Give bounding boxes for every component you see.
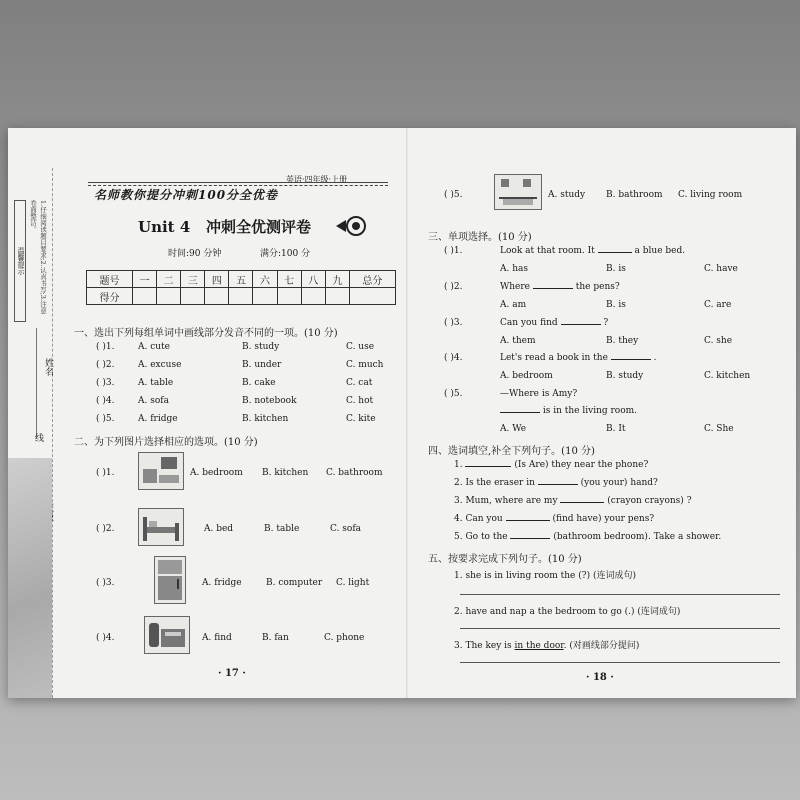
answer-blank[interactable] xyxy=(598,252,632,253)
option-a: A. bedroom xyxy=(500,371,553,381)
option-a: A. them xyxy=(500,336,536,346)
answer-blank[interactable] xyxy=(533,288,573,289)
score-cell[interactable] xyxy=(133,288,157,305)
section-3-title: 三、单项选择。(10 分) xyxy=(428,232,532,243)
question-text-start: Where xyxy=(500,282,531,292)
section-2-title: 二、为下列图片选择相应的选项。(10 分) xyxy=(74,437,258,448)
question-number[interactable]: ( )3. xyxy=(444,318,463,328)
question-number[interactable]: ( )4. xyxy=(96,633,115,643)
word-options: (you your) xyxy=(580,478,628,488)
question-number[interactable]: ( )4. xyxy=(444,353,463,363)
option-a: A. has xyxy=(500,264,529,274)
section-1-title: 一、选出下列每组单词中画线部分发音不同的一项。(10 分) xyxy=(74,328,338,339)
grey-corner-block xyxy=(8,458,52,698)
sentence-number: 1. xyxy=(454,571,463,581)
question-number[interactable]: ( )5. xyxy=(444,389,463,399)
decor-triangle-icon xyxy=(336,220,346,232)
answer-blank[interactable] xyxy=(561,324,601,325)
sentence-start: Can you xyxy=(465,514,503,524)
score-header-cell: 八 xyxy=(301,271,325,288)
task-sentence xyxy=(454,604,680,617)
tips-box-label: 温馨提示 xyxy=(14,200,26,322)
sentence-start: Mum, where are my xyxy=(465,496,558,506)
section-5-title: 五、按要求完成下列句子。(10 分) xyxy=(428,554,582,565)
time-line: 时间:90 分钟 xyxy=(168,249,222,259)
score-header-cell: 七 xyxy=(277,271,301,288)
option-c: C. phone xyxy=(324,633,365,643)
option-c: C. much xyxy=(346,360,384,370)
option-b: B. kitchen xyxy=(242,414,289,424)
sentence-number: 5. xyxy=(454,532,463,542)
option-b: B. fan xyxy=(262,633,289,643)
question-text xyxy=(500,246,685,256)
answer-line[interactable] xyxy=(460,594,780,595)
fill-sentence xyxy=(454,478,658,488)
task-sentence xyxy=(454,568,636,581)
answer-line[interactable] xyxy=(460,662,780,663)
option-a: A. cute xyxy=(138,342,171,352)
question-text xyxy=(500,282,620,292)
question-number[interactable]: ( )2. xyxy=(444,282,463,292)
fill-sentence xyxy=(454,532,721,542)
task-sentence xyxy=(454,638,639,651)
score-cell[interactable] xyxy=(181,288,205,305)
question-text-start: —Where is Amy? xyxy=(500,389,578,399)
test-title: 冲刺全优测评卷 xyxy=(205,218,311,236)
score-header-cell: 三 xyxy=(181,271,205,288)
score-header-cell: 四 xyxy=(205,271,229,288)
answer-blank[interactable] xyxy=(560,502,604,503)
score-cell[interactable] xyxy=(325,288,349,305)
option-c: C. have xyxy=(704,264,738,274)
score-cell[interactable] xyxy=(229,288,253,305)
option-a: A. am xyxy=(500,300,527,310)
phone-picture xyxy=(144,616,190,654)
score-line: 满分:100 分 xyxy=(260,249,311,259)
sentence-start: Go to the xyxy=(465,532,508,542)
question-text-start: Let's read a book in the xyxy=(500,353,608,363)
question-number[interactable]: ( )3. xyxy=(96,378,115,388)
sentence-end: your pens? xyxy=(604,514,655,524)
score-table-score-row xyxy=(87,288,396,305)
score-cell[interactable] xyxy=(253,288,277,305)
score-table-header-row xyxy=(87,271,396,288)
score-table xyxy=(86,270,396,305)
option-b: B. is xyxy=(606,264,626,274)
option-c: C. bathroom xyxy=(326,468,383,478)
answer-blank[interactable] xyxy=(500,412,540,413)
sentence-number: 3. xyxy=(454,641,463,651)
underlined-phrase: in the door xyxy=(514,641,564,651)
sentence-start: Is the eraser in xyxy=(465,478,535,488)
question-text-start: Look at that room. It xyxy=(500,246,595,256)
question-number[interactable]: ( )1. xyxy=(96,342,115,352)
option-b: B. under xyxy=(242,360,282,370)
score-header-cell: 总分 xyxy=(349,271,395,288)
sentence-end: they near the phone? xyxy=(551,460,649,470)
sentence-number: 2. xyxy=(454,478,463,488)
sentence-number: 1. xyxy=(454,460,463,470)
option-b: B. It xyxy=(606,424,626,434)
task-text: she is in living room the (?) (连词成句) xyxy=(465,571,636,581)
score-cell[interactable] xyxy=(157,288,181,305)
option-c: C. living room xyxy=(678,190,743,200)
seal-line xyxy=(36,328,37,438)
option-b: B. study xyxy=(606,371,644,381)
option-c: C. hot xyxy=(346,396,374,406)
page-number-left: · 17 · xyxy=(218,668,246,679)
task-text-start: The key is xyxy=(465,641,515,651)
option-c: C. sofa xyxy=(330,524,362,534)
option-b: B. notebook xyxy=(242,396,297,406)
living-room-picture xyxy=(138,452,184,490)
score-row-label: 得分 xyxy=(87,288,133,305)
option-c: C. kite xyxy=(346,414,376,424)
question-text-end: the pens? xyxy=(575,282,620,292)
option-c: C. kitchen xyxy=(704,371,751,381)
question-text-start: Can you find xyxy=(500,318,558,328)
name-label: 姓名 xyxy=(43,358,53,376)
question-number[interactable]: ( )1. xyxy=(96,468,115,478)
question-number[interactable]: ( )5. xyxy=(96,414,115,424)
question-number[interactable]: ( )4. xyxy=(96,396,115,406)
question-text-end: is in the living room. xyxy=(542,406,638,416)
word-options: (bathroom bedroom). xyxy=(553,532,651,542)
tips-text: 1.仔细阅读题目要求;2.认真书写;3.注意卷面整洁。 xyxy=(29,200,47,314)
unit-label: Unit 4 xyxy=(138,218,191,236)
score-header-cell: 一 xyxy=(133,271,157,288)
answer-blank[interactable] xyxy=(510,538,550,539)
score-header-cell: 题号 xyxy=(87,271,133,288)
score-cell[interactable] xyxy=(277,288,301,305)
question-number[interactable]: ( )5. xyxy=(444,190,463,200)
question-text-end: a blue bed. xyxy=(634,246,686,256)
option-a: A. fridge xyxy=(138,414,178,424)
option-a: A. fridge xyxy=(202,578,242,588)
question-text-end: . xyxy=(653,353,657,363)
word-options: (Is Are) xyxy=(514,460,549,470)
option-a: A. We xyxy=(500,424,527,434)
question-number[interactable]: ( )3. xyxy=(96,578,115,588)
option-b: B. cake xyxy=(242,378,276,388)
section-4-title: 四、选词填空,补全下列句子。(10 分) xyxy=(428,446,595,457)
sentence-number: 3. xyxy=(454,496,463,506)
answer-blank[interactable] xyxy=(611,359,651,360)
option-b: B. they xyxy=(606,336,639,346)
bed-picture xyxy=(138,508,184,546)
question-number[interactable]: ( )2. xyxy=(96,360,115,370)
sentence-end: Take a shower. xyxy=(653,532,722,542)
score-cell[interactable] xyxy=(205,288,229,305)
series-title: 名师教你提分冲刺100分全优卷 xyxy=(94,188,279,202)
option-a: A. sofa xyxy=(138,396,169,406)
option-b: B. is xyxy=(606,300,626,310)
option-c: C. She xyxy=(704,424,734,434)
unit-title xyxy=(138,216,311,237)
question-number[interactable]: ( )1. xyxy=(444,246,463,256)
score-cell[interactable] xyxy=(301,288,325,305)
fridge-picture xyxy=(154,556,186,604)
option-a: A. excuse xyxy=(138,360,182,370)
option-c: C. she xyxy=(704,336,733,346)
question-text xyxy=(500,406,637,416)
option-a: A. bed xyxy=(204,524,234,534)
option-b: B. study xyxy=(242,342,280,352)
task-text: have and nap a the bedroom to go (.) (连词成句) xyxy=(465,607,681,617)
option-b: B. bathroom xyxy=(606,190,663,200)
option-b: B. kitchen xyxy=(262,468,309,478)
task-text-end: . (对画线部分提问) xyxy=(563,641,640,651)
word-options: (find have) xyxy=(552,514,602,524)
decor-circle-icon xyxy=(346,216,366,236)
open-workbook xyxy=(8,128,796,698)
option-c: C. use xyxy=(346,342,375,352)
option-b: B. table xyxy=(264,524,300,534)
sentence-number: 2. xyxy=(454,607,463,617)
option-a: A. table xyxy=(138,378,174,388)
book-spine xyxy=(406,128,408,698)
answer-blank[interactable] xyxy=(465,466,511,467)
sentence-end: hand? xyxy=(630,478,658,488)
fill-sentence xyxy=(454,514,654,524)
answer-blank[interactable] xyxy=(506,520,550,521)
word-options: (crayon crayons) xyxy=(607,496,684,506)
score-cell[interactable] xyxy=(349,288,395,305)
question-text xyxy=(500,353,657,363)
score-header-cell: 二 xyxy=(157,271,181,288)
option-c: C. light xyxy=(336,578,370,588)
sentence-number: 4. xyxy=(454,514,463,524)
score-header-cell: 九 xyxy=(325,271,349,288)
option-c: C. cat xyxy=(346,378,373,388)
score-header-cell: 五 xyxy=(229,271,253,288)
answer-line[interactable] xyxy=(460,628,780,629)
answer-blank[interactable] xyxy=(538,484,578,485)
fill-sentence xyxy=(454,460,648,470)
sentence-end: ? xyxy=(686,496,692,506)
seal-char-line: 线 xyxy=(33,433,43,442)
score-header-cell: 六 xyxy=(253,271,277,288)
option-a: A. study xyxy=(548,190,586,200)
option-b: B. computer xyxy=(266,578,323,588)
question-text-end: ? xyxy=(603,318,609,328)
subject-line: 英语·四年级·上册 xyxy=(286,175,348,184)
option-c: C. are xyxy=(704,300,732,310)
question-number[interactable]: ( )2. xyxy=(96,524,115,534)
option-a: A. bedroom xyxy=(190,468,243,478)
page-number-right: · 18 · xyxy=(586,672,614,683)
option-a: A. find xyxy=(202,633,232,643)
fill-sentence xyxy=(454,496,692,506)
question-text xyxy=(500,318,608,328)
bathroom-picture xyxy=(494,174,542,210)
